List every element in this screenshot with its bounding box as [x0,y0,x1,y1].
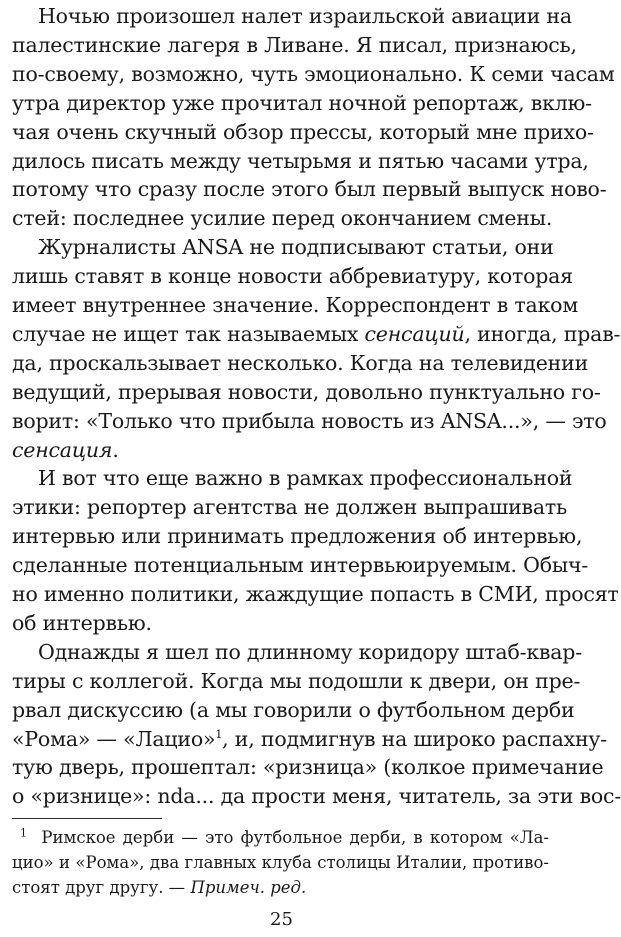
paragraph-1-line-2: палестинские лагеря в Ливане. Я писал, признаюсь, [12,32,577,57]
paragraph-1-line-3: по-своему, возможно, чуть эмоционально. К семи часам [12,61,615,86]
paragraph-3-line-5: но именно политики, жаждущие попасть в СМИ, просят [12,582,619,606]
paragraph-2-line-4-text-a: случае не ищет так называемых [12,321,365,346]
paragraph-1-line-5: чая очень скучный обзор прессы, который мне прихо- [12,119,594,144]
footnote-line-1-text: Римское дерби — это футбольное дерби, в котором «Ла- [41,828,549,847]
paragraph-4-line-4-text-a: «Рома» — «Лацио» [12,726,216,751]
footnote-marker: 1 [20,826,27,840]
paragraph-2-emphasis-sensations: сенсаций [364,321,465,346]
footnote-line-2: цио» и «Рома», два главных клуба столицы Италии, противо- [12,853,549,872]
paragraph-1-line-7: потому что сразу после этого был первый выпуск ново- [12,177,607,202]
paragraph-2-line-4-text-b: , иногда, прав- [464,321,621,346]
paragraph-2-line-2: лишь ставят в конце новости аббревиатуру, которая [12,264,573,289]
footnote-editor-note: Примеч. ред. [190,878,307,897]
paragraph-4-line-5: тую дверь, прошептал: «ризница» (колкое примечание [12,755,604,780]
paragraph-1-line-4: утра директор уже прочитал ночной репортаж, вклю- [12,90,592,115]
paragraph-4-line-4-text-b: , и, подмигнув на широко распахну- [222,726,608,751]
footnote-line-1 [20,826,549,850]
footnote-line-3 [12,876,549,900]
paragraph-2-line-5: да, проскальзывает несколько. Когда на телевидении [12,350,589,375]
paragraph-2-line-4 [12,320,621,348]
footnote-reference-marker: 1 [215,727,223,741]
paragraph-2-line-1: Журналисты ANSA не подписывают статьи, они [38,235,554,260]
paragraph-2-line-8-text-b: . [112,437,119,462]
paragraph-2-line-8 [12,436,549,464]
paragraph-2-line-7: ворит: «Только что прибыла новость из ANSA...», — это [12,408,607,433]
paragraph-3-line-1: И вот что еще важно в рамках профессиональной [38,466,573,491]
paragraph-4-line-4 [12,725,608,753]
paragraph-4-line-3: рвал дискуссию (а мы говорили о футбольном дерби [12,697,575,722]
paragraph-2-emphasis-sensation: сенсация [12,437,113,462]
footnote-separator [12,818,162,819]
paragraph-3-line-6: об интервью. [12,610,152,635]
paragraph-1-line-6: дилось писать между четырьмя и пятью часами утра, [12,148,589,173]
paragraph-4-line-6: о «ризнице»: nda... да прости меня, читатель, за эти вос- [12,784,621,809]
page-number: 25 [270,909,293,930]
paragraph-3-line-4: сделанные потенциальным интервьюируемым. Обыч- [12,553,589,578]
paragraph-1-line-8: стей: последнее усилие перед окончанием смены. [12,206,553,231]
paragraph-1-line-1: Ночью произошел налет израильской авиации на [38,4,572,28]
footnote-line-3-text: стоят друг другу. — [12,878,191,897]
paragraph-2-line-3: имеет внутреннее значение. Корреспондент в таком [12,293,579,317]
paragraph-4-line-1: Однажды я шел по длинному коридору штаб-квар- [38,639,582,664]
paragraph-4-line-2: тиры с коллегой. Когда мы подошли к двери, он пре- [12,668,581,693]
paragraph-3-line-3: интервью или принимать предложения об интервью, [12,524,583,549]
paragraph-3-line-2: этики: репортер агентства не должен выпрашивать [12,495,568,520]
paragraph-2-line-6: ведущий, прерывая новости, довольно пунктуально го- [12,379,601,404]
